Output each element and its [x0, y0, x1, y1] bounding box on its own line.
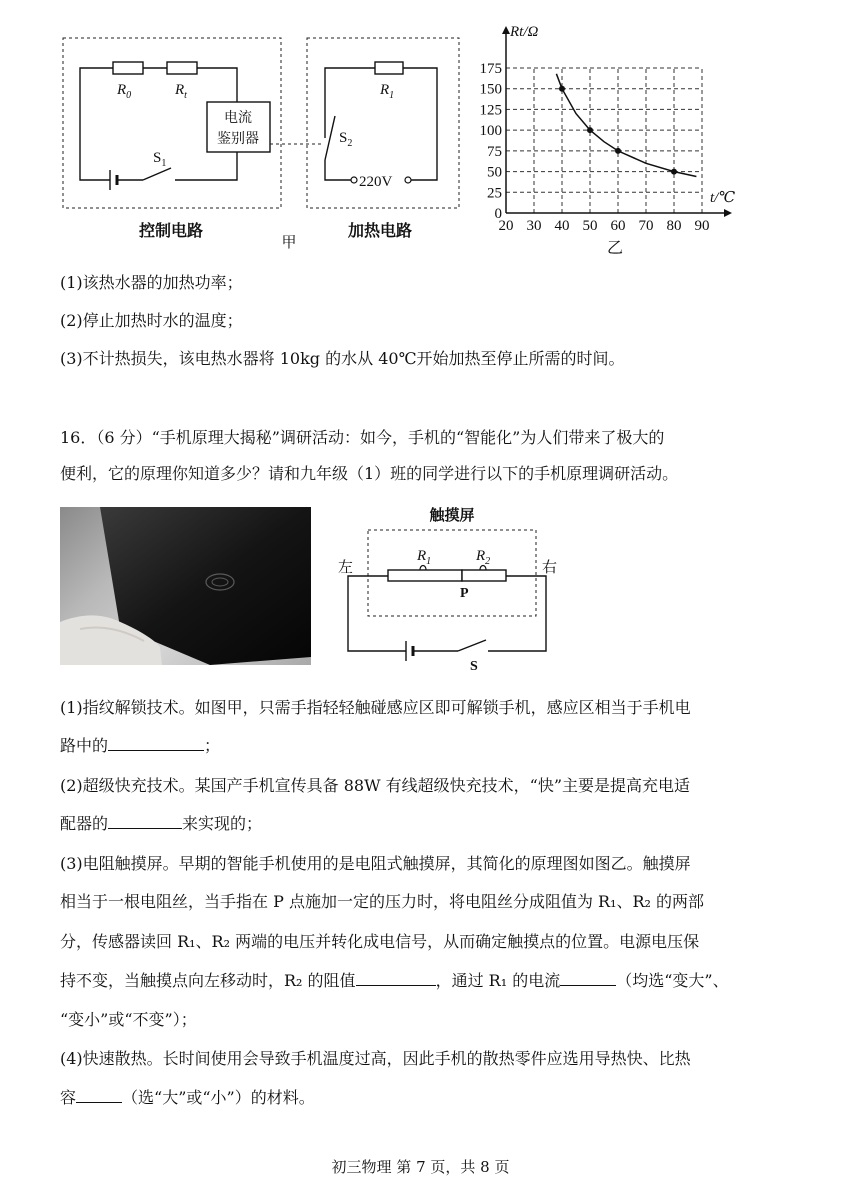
y-tick-label: 50 — [487, 164, 502, 181]
control-wire — [80, 68, 113, 180]
answer-blank-1[interactable] — [108, 736, 204, 751]
chart-caption: 乙 — [606, 240, 624, 257]
left-label: 左 — [338, 560, 354, 576]
data-point — [671, 169, 677, 175]
s1-label: S — [153, 150, 162, 166]
r1-touch-label: R — [417, 548, 427, 564]
q15-sub2: (2)停止加热时水的温度； — [60, 311, 243, 330]
q16-p3-line5: “变小”或“不变”）； — [60, 1010, 197, 1029]
x-tick-label: 80 — [666, 218, 682, 234]
r0-label: R — [117, 82, 127, 98]
caption-heating: 加热电路 — [347, 223, 413, 240]
chart-grid — [506, 68, 702, 213]
switch-s1 — [143, 168, 171, 180]
svg-text:R1: $R_1$ — [417, 548, 432, 567]
answer-blank-5[interactable] — [76, 1088, 122, 1103]
terminal-left — [351, 177, 357, 183]
q16-p3-line4 — [60, 968, 805, 991]
x-tick-label: 60 — [610, 218, 626, 234]
resistor-r1-touch — [388, 570, 462, 581]
resistor-r1 — [375, 62, 403, 74]
q16-p3-d3: （均选“变大”、 — [616, 971, 729, 990]
q16-p3-d2: ，通过 R₁ 的电流 — [435, 971, 561, 990]
svg-text:R2: $R_2$ — [476, 548, 491, 567]
q16-p2-line2 — [60, 811, 805, 834]
q16-p2-line1: (2)超级快充技术。某国产手机宣传具备 88W 有线超级快充技术，“快”主要是提高充电适 — [60, 776, 691, 795]
svg-text:S2: $S_2$ — [339, 130, 353, 149]
phone-illustration — [60, 507, 311, 665]
terminal-right — [405, 177, 411, 183]
x-tick-label: 50 — [582, 218, 598, 234]
touchscreen-title: 触摸屏 — [429, 508, 475, 524]
q15-sub1: (1)该热水器的加热功率； — [60, 273, 243, 292]
q16-p2-end: 来实现的； — [182, 814, 263, 833]
touch-circuit-wire — [348, 576, 406, 651]
y-tick-label: 75 — [487, 143, 502, 160]
svg-text:R1: $R_1$ — [380, 82, 395, 101]
answer-blank-2[interactable] — [108, 814, 182, 829]
circuit-figure-jia — [55, 30, 475, 260]
data-point — [587, 127, 593, 133]
chart-xlabel: t/℃ — [710, 190, 736, 206]
q16-intro-line1: 16．（6 分）“手机原理大揭秘”调研活动：如今，手机的“智能化”为人们带来了极大的 — [60, 428, 665, 447]
q16-p4-line1: (4)快速散热。长时间使用会导致手机温度过高，因此手机的散热零件应选用导热快、比热 — [60, 1049, 691, 1068]
q16-p4-line2 — [60, 1085, 805, 1108]
q16-intro-line2: 便利，它的原理你知道多少？请和九年级（1）班的同学进行以下的手机原理调研活动。 — [60, 464, 679, 483]
s2-label: S — [339, 130, 348, 146]
x-axis-arrow — [724, 209, 732, 217]
y-tick-label: 125 — [479, 102, 502, 119]
y-axis-arrow — [502, 26, 510, 34]
phone-fingerprint-photo — [60, 507, 311, 665]
q16-p1-line1: (1)指纹解锁技术。如图甲，只需手指轻轻触碰感应区即可解锁手机，感应区相当于手机电 — [60, 698, 691, 717]
right-label: 右 — [542, 560, 558, 576]
point-p-label: P — [460, 586, 469, 601]
q16-p3-d1: 持不变，当触摸点向左移动时，R₂ 的阻值 — [60, 971, 356, 990]
detector-label-2: 鉴别器 — [217, 132, 259, 147]
svg-text:R0: $R_0$ — [117, 82, 132, 101]
caption-jia: 甲 — [281, 235, 297, 251]
r1-heater-label: R — [380, 82, 390, 98]
switch-s2 — [325, 116, 335, 160]
detector-label-1: 电流 — [224, 111, 252, 126]
x-tick-label: 90 — [694, 218, 710, 234]
q16-p3-line2: 相当于一根电阻丝，当手指在 P 点施加一定的压力时，将电阻丝分成阻值为 R₁、R₂ 的两部 — [60, 892, 705, 911]
chart-tick-labels — [480, 61, 710, 234]
q16-p3-line3: 分，传感器读回 R₁、R₂ 两端的电压并转化成电信号，从而确定触摸点的位置。电源电压保 — [60, 932, 700, 951]
resistor-r0 — [113, 62, 143, 74]
q16-p1-end: ； — [204, 736, 221, 755]
voltage-label: 220V — [359, 174, 393, 190]
q16-p1-text: 路中的 — [60, 736, 109, 755]
answer-blank-4[interactable] — [560, 971, 616, 986]
svg-text:Rt: $R_t$ — [175, 82, 187, 101]
q16-p1-line2 — [60, 733, 805, 756]
svg-text:S1: $S_1$ — [153, 150, 167, 169]
switch-s-label: S — [470, 659, 478, 674]
chart-axes — [502, 26, 732, 217]
x-tick-label: 20 — [498, 218, 514, 234]
page-footer: 初三物理 第 7 页，共 8 页 — [331, 1158, 510, 1176]
resistor-rt — [167, 62, 197, 74]
r2-touch-label: R — [476, 548, 486, 564]
q16-p3-line1: (3)电阻触摸屏。早期的智能手机使用的是电阻式触摸屏，其简化的原理图如图乙。触摸屏 — [60, 854, 691, 873]
q16-p4-b2: （选“大”或“小”）的材料。 — [122, 1088, 315, 1107]
switch-s-touch — [458, 640, 486, 651]
chart-ylabel: Rt/Ω — [510, 24, 539, 40]
q16-p2-text: 配器的 — [60, 814, 109, 833]
resistor-r2-touch — [462, 570, 506, 581]
y-tick-label: 25 — [487, 185, 502, 202]
y-tick-label: 0 — [494, 206, 502, 222]
answer-blank-3[interactable] — [356, 971, 436, 986]
rt-label: R — [175, 82, 185, 98]
y-tick-label: 175 — [479, 61, 502, 77]
y-tick-label: 150 — [479, 81, 502, 98]
y-tick-label: 100 — [479, 123, 502, 140]
caption-control: 控制电路 — [138, 223, 204, 240]
data-point — [559, 86, 565, 92]
x-tick-label: 30 — [526, 218, 542, 234]
q15-sub3: (3)不计热损失，该电热水器将 10kg 的水从 40℃开始加热至停止所需的时间。 — [60, 349, 625, 368]
rt-temperature-chart — [478, 18, 748, 263]
x-tick-label: 70 — [638, 218, 654, 234]
touchscreen-circuit — [330, 500, 570, 675]
q16-p4-b1: 容 — [60, 1088, 77, 1107]
data-point — [615, 148, 621, 154]
x-tick-label: 40 — [554, 218, 570, 234]
